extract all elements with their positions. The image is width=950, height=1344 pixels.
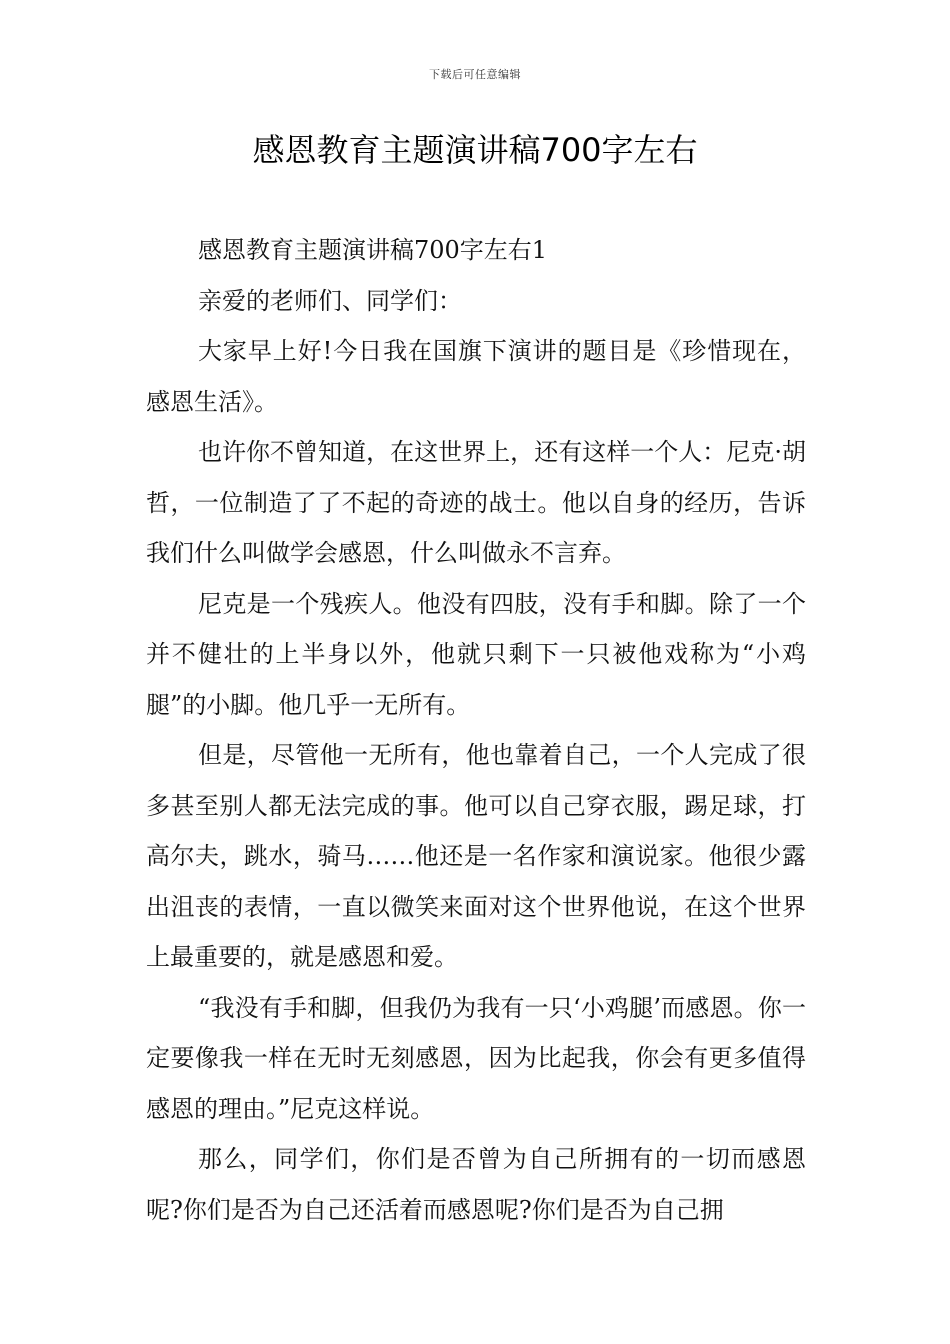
paragraph: 但是，尽管他一无所有，他也靠着自己，一个人完成了很多甚至别人都无法完成的事。他可以自己穿衣服，踢足球，打高尔夫，跳水，骑马……他还是一名作家和演说家。他很少露出沮丧的表情，一直以微笑来面对这个世界他说，在这个世界上最重要的，就是感恩和爱。 — [146, 741, 806, 971]
paragraph: 那么，同学们，你们是否曾为自己所拥有的一切而感恩呢?你们是否为自己还活着而感恩呢?你们是否为自己拥 — [146, 1145, 806, 1224]
paragraph-subtitle: 感恩教育主题演讲稿700字左右1 — [198, 236, 548, 264]
paragraph-greeting: 亲爱的老师们、同学们： — [198, 286, 462, 315]
paragraph: 尼克是一个残疾人。他没有四肢，没有手和脚。除了一个并不健壮的上半身以外，他就只剩下一只被他戏称为“小鸡腿”的小脚。他几乎一无所有。 — [146, 589, 806, 719]
header-note: 下载后可任意编辑 — [429, 68, 521, 81]
paragraph: 也许你不曾知道，在这世界上，还有这样一个人：尼克·胡哲，一位制造了了不起的奇迹的战士。他以自身的经历，告诉我们什么叫做学会感恩，什么叫做永不言弃。 — [146, 438, 806, 567]
document-body — [146, 225, 806, 1235]
paragraph: 大家早上好!今日我在国旗下演讲的题目是《珍惜现在，感恩生活》。 — [146, 337, 806, 416]
document-title: 感恩教育主题演讲稿700字左右 — [252, 131, 698, 169]
paragraph: “我没有手和脚，但我仍为我有一只‘小鸡腿’而感恩。你一定要像我一样在无时无刻感恩，因为比起我，你会有更多值得感恩的理由。”尼克这样说。 — [146, 993, 806, 1123]
